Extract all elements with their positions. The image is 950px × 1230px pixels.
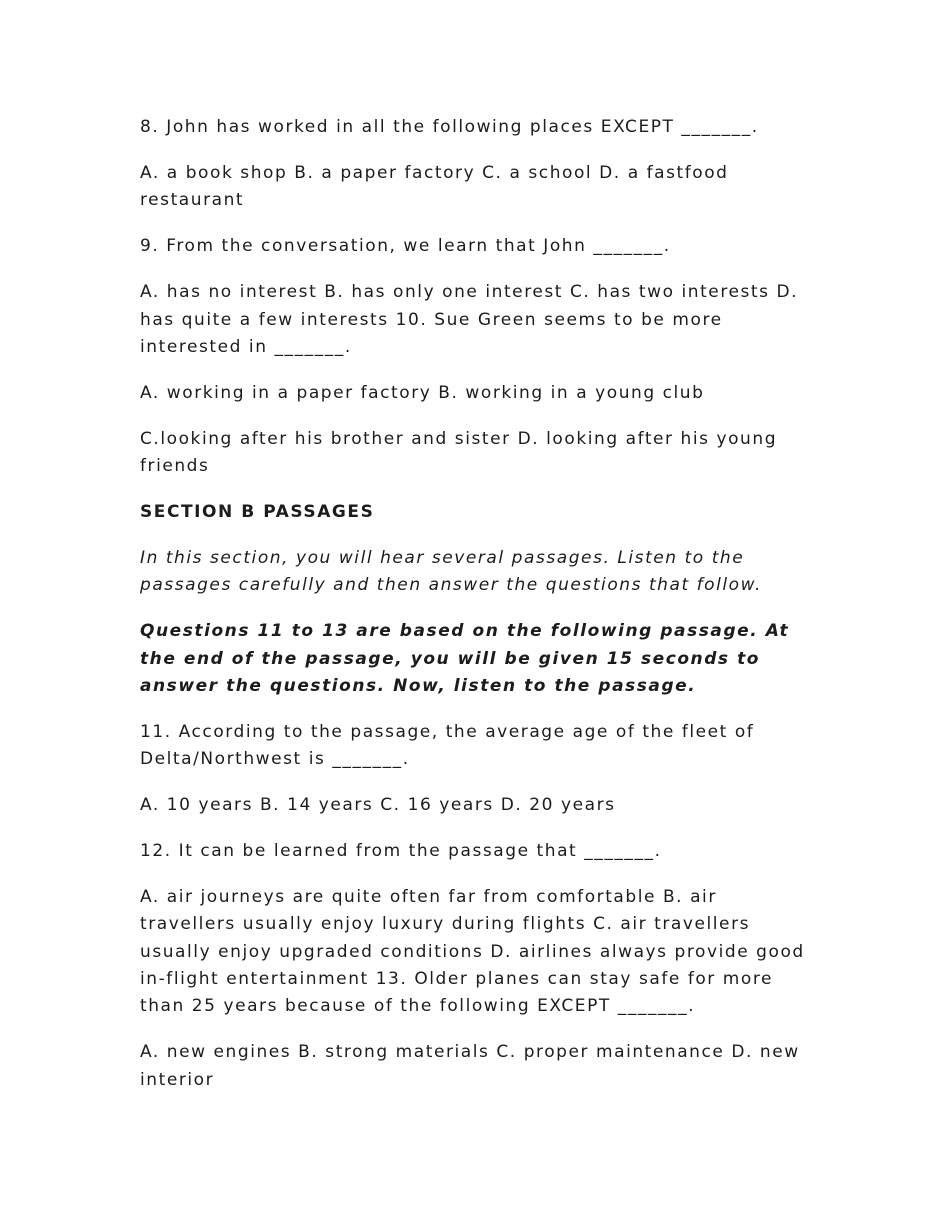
section-b-heading: SECTION B PASSAGES bbox=[140, 502, 375, 523]
passage-directions: Questions 11 to 13 are based on the following passage. At the end of the passage, you will be given 15 seconds to answer the questions. Now, listen to the passage. bbox=[140, 621, 790, 696]
question-12: 12. It can be learned from the passage that _______. bbox=[140, 841, 662, 862]
question-11: 11. According to the passage, the average age of the fleet of Delta/Northwest is _______. bbox=[140, 721, 755, 770]
question-8: 8. John has worked in all the following places EXCEPT _______. bbox=[140, 117, 759, 137]
question-9: 9. From the conversation, we learn that John _______. bbox=[140, 236, 671, 257]
question-9-options-and-question-10: A. has no interest B. has only one interest C. has two interests D. has quite a few interests 10. Sue Green seems to be more interested in _______. bbox=[140, 282, 799, 357]
question-10-options-ab: A. working in a paper factory B. working in a young club bbox=[140, 382, 705, 403]
question-8-options: A. a book shop B. a paper factory C. a school D. a fastfood restaurant bbox=[140, 162, 729, 211]
section-b-instructions: In this section, you will hear several passages. Listen to the passages carefully and then answer the questions that follow. bbox=[140, 548, 762, 596]
question-11-options: A. 10 years B. 14 years C. 16 years D. 20 years bbox=[140, 795, 616, 816]
question-10-options-cd: C.looking after his brother and sister D. looking after his young friends bbox=[140, 428, 778, 477]
document-page bbox=[140, 114, 812, 1113]
question-13-options: A. new engines B. strong materials C. proper maintenance D. new interior bbox=[140, 1042, 800, 1090]
question-12-options-and-question-13: A. air journeys are quite often far from comfortable B. air travellers usually enjoy luxury during flights C. air travellers usually enjoy upgraded conditions D. airlines always provide good in-flight entertainment 13. Older planes can stay safe for more than 25 years because of the following EXCEPT _______. bbox=[140, 887, 805, 1017]
